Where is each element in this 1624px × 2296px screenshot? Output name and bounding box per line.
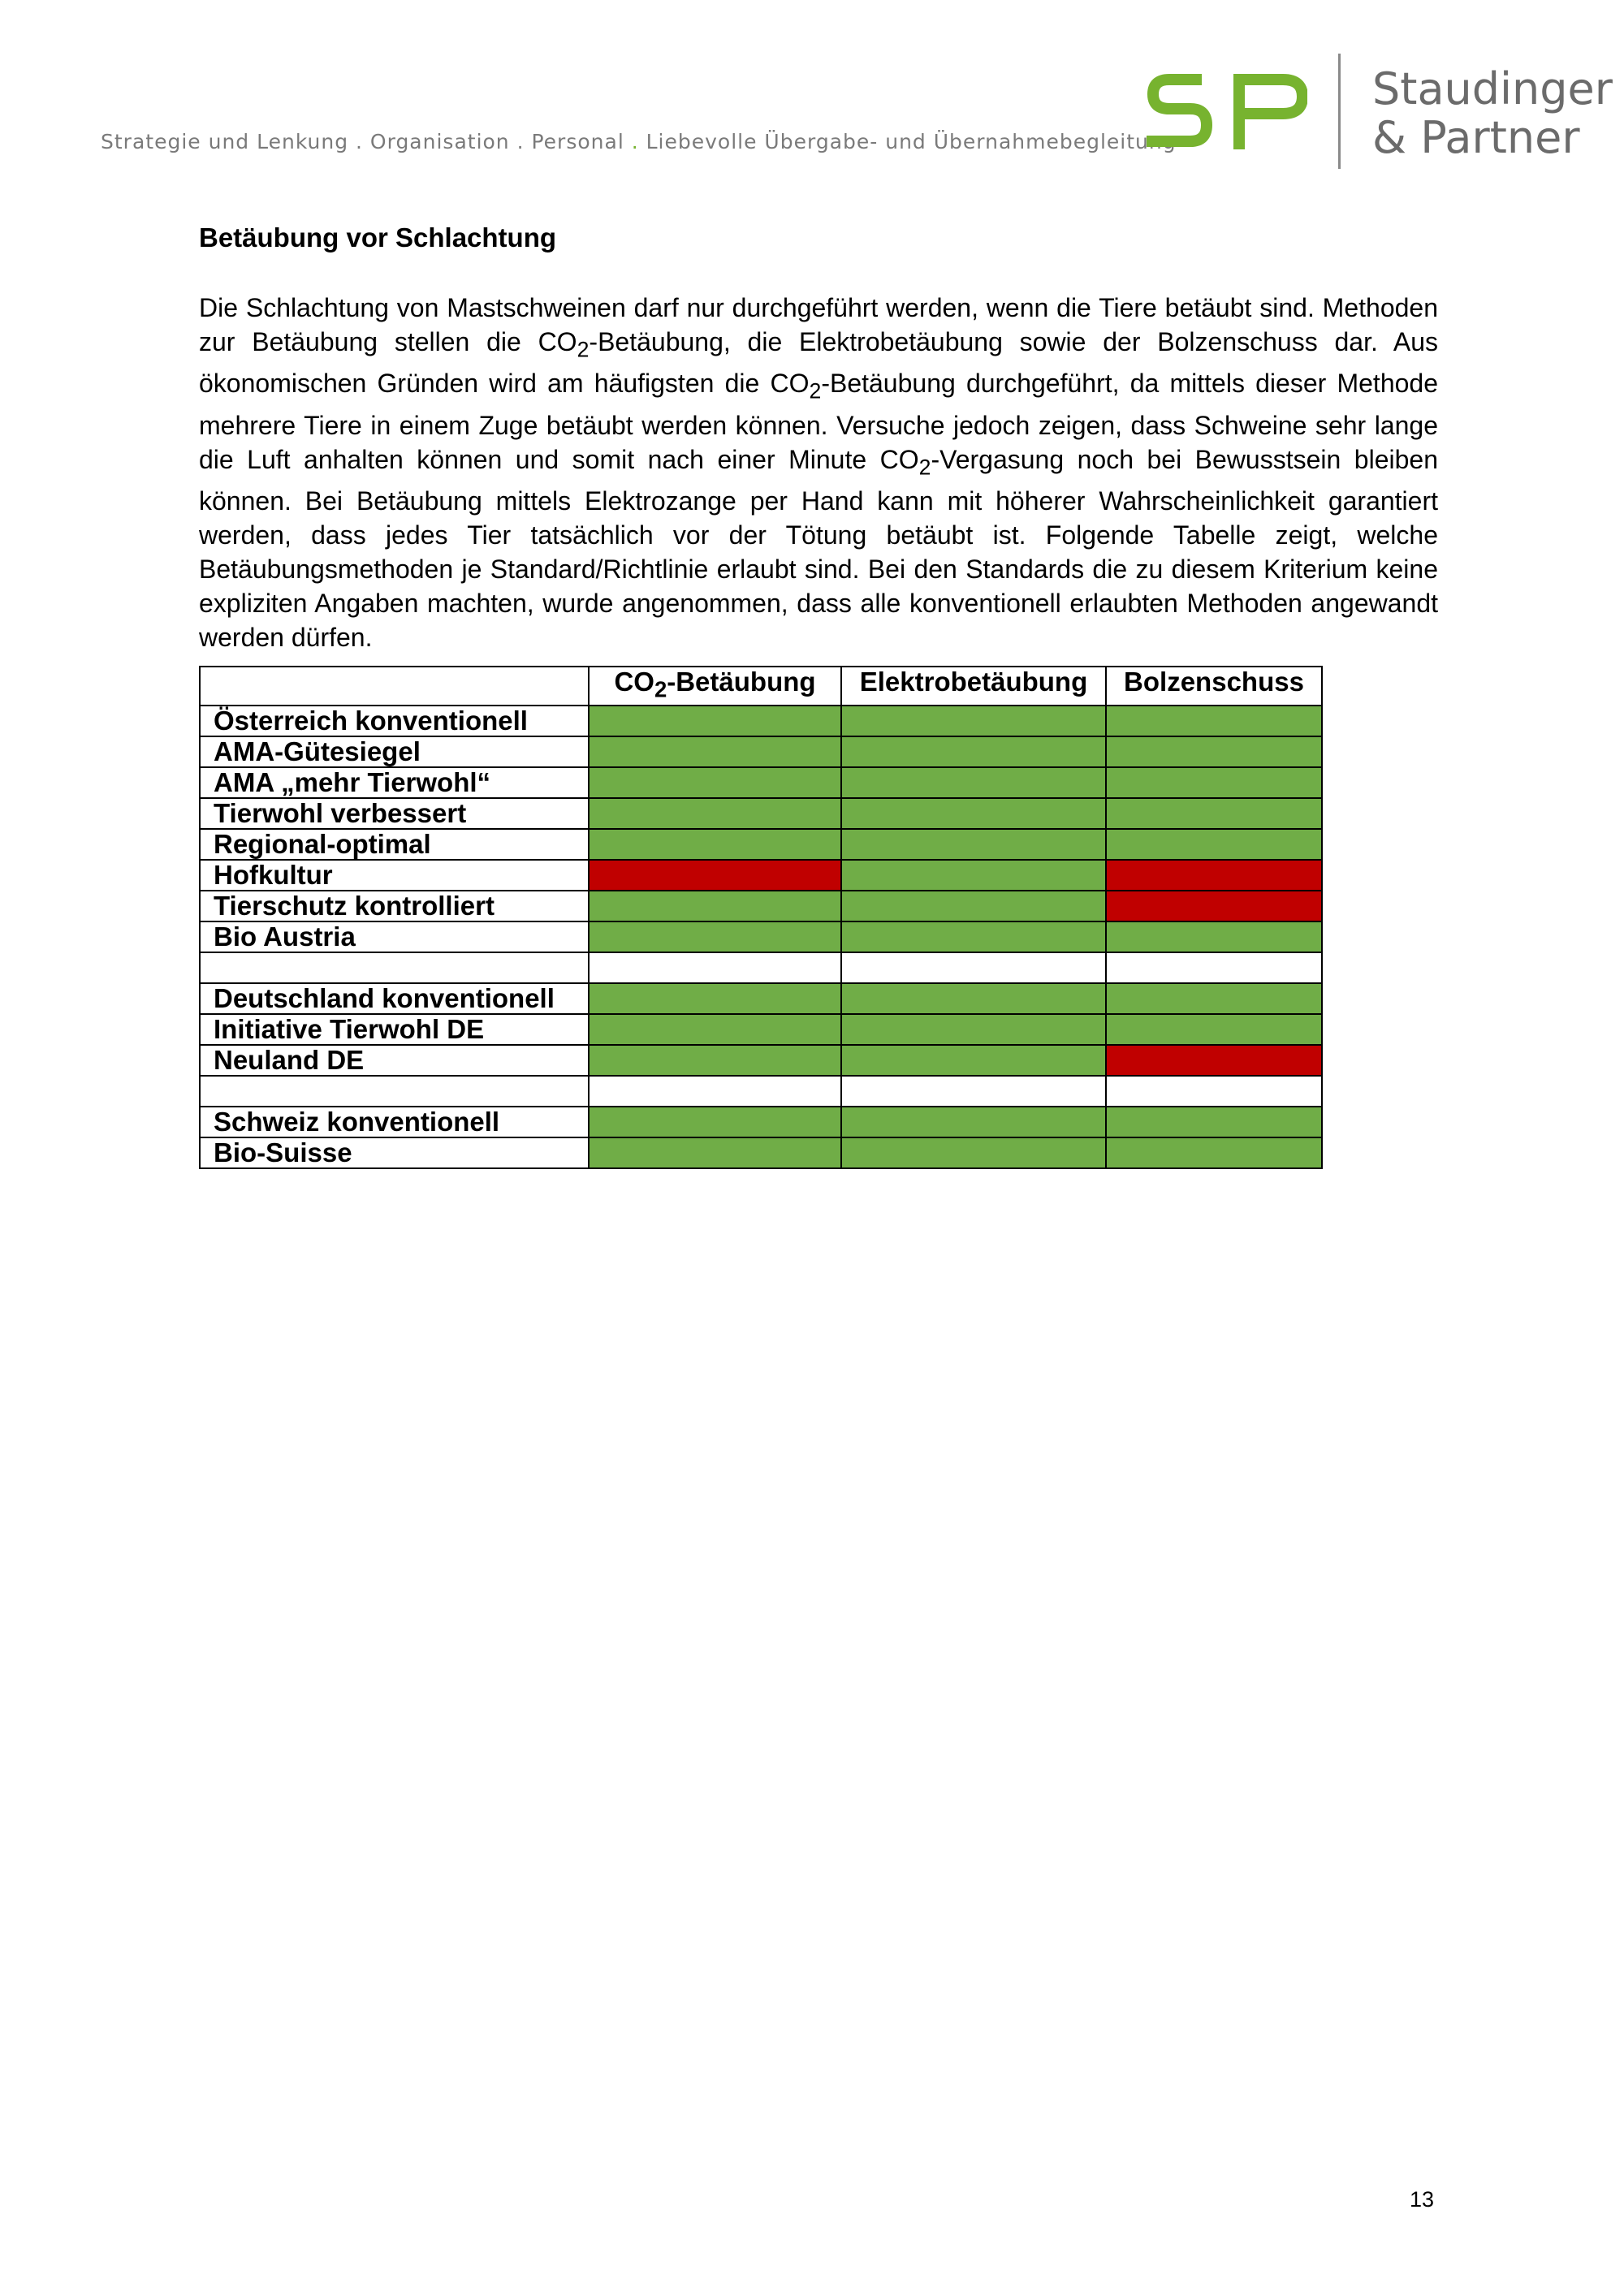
body-paragraph: [199, 291, 1438, 654]
row-label: Schweiz konventionell: [200, 1107, 589, 1137]
paragraph-part: -Betäubung, die Elektrobetäubung sowie der Bolzenschuss dar. Aus ökonomischen Gründen wird am häufigsten die CO: [199, 327, 1439, 399]
header-corner-cell: [200, 667, 589, 706]
status-cell-green: [1106, 736, 1322, 767]
paragraph-part: -Vergasung noch bei Bewusstsein bleiben können. Bei Betäubung mittels Elektrozange per Hand kann mit höherer Wahrscheinlichkeit garantiert werden, dass jedes Tier tatsächlich vor der Tötung betäubt ist. Folgende Tabelle zeigt, welche Betäubungsmethoden je Standard/Richtlinie erlaubt sind. Bei den Standards die zu diesem Kriterium keine expliziten Angaben machten, wurde angenommen, dass alle konventionell erlaubten Methoden angewandt werden dürfen.: [199, 444, 1439, 653]
status-cell-green: [841, 1014, 1106, 1045]
status-cell-green: [589, 1045, 841, 1076]
table-row: [200, 983, 1322, 1014]
table-row: [200, 767, 1322, 798]
status-cell-blank: [841, 1076, 1106, 1107]
status-cell-green: [841, 829, 1106, 860]
status-cell-blank: [589, 952, 841, 983]
tagline-part-3: Liebevolle Übergabe- und Übernahmebegleitung: [638, 130, 1177, 153]
table-row: [200, 1014, 1322, 1045]
status-cell-green: [1106, 767, 1322, 798]
status-cell-green: [841, 1045, 1106, 1076]
status-cell-green: [841, 921, 1106, 952]
table-row: [200, 921, 1322, 952]
table-row: [200, 1107, 1322, 1137]
status-cell-green: [589, 921, 841, 952]
row-label: [200, 1076, 589, 1107]
row-label: Bio Austria: [200, 921, 589, 952]
sp-logo-icon: [1145, 71, 1307, 149]
table-row: [200, 952, 1322, 983]
table-row: [200, 736, 1322, 767]
table-row: [200, 706, 1322, 736]
status-cell-green: [1106, 1014, 1322, 1045]
row-label: Tierschutz kontrolliert: [200, 891, 589, 921]
status-cell-green: [841, 1107, 1106, 1137]
row-label: AMA „mehr Tierwohl“: [200, 767, 589, 798]
row-label: Hofkultur: [200, 860, 589, 891]
status-cell-green: [589, 706, 841, 736]
column-header-co2: $CO_2$-Betäubung: [589, 667, 841, 706]
row-label: Initiative Tierwohl DE: [200, 1014, 589, 1045]
table-body: [200, 706, 1322, 1168]
logo-name: [1372, 65, 1613, 162]
paragraph-part: Die Schlachtung von Mastschweinen darf nur durchgeführt werden, wenn die Tiere betäubt sind. Methoden zur Betäubung stellen die CO: [199, 293, 1438, 356]
status-cell-red: [1106, 891, 1322, 921]
table-row: [200, 1045, 1322, 1076]
column-header-bolzen: Bolzenschuss: [1106, 667, 1322, 706]
table-row: [200, 829, 1322, 860]
row-label: Tierwohl verbessert: [200, 798, 589, 829]
row-label: Neuland DE: [200, 1045, 589, 1076]
status-cell-blank: [841, 952, 1106, 983]
table-header-row: [200, 667, 1322, 706]
status-cell-blank: [1106, 952, 1322, 983]
status-cell-red: [1106, 1045, 1322, 1076]
subscript-2: 2: [577, 337, 590, 362]
logo-name-line1: Staudinger: [1372, 63, 1613, 114]
status-cell-green: [841, 983, 1106, 1014]
status-cell-green: [589, 1107, 841, 1137]
status-cell-green: [589, 829, 841, 860]
status-cell-green: [1106, 1107, 1322, 1137]
row-label: Deutschland konventionell: [200, 983, 589, 1014]
row-label: [200, 952, 589, 983]
section-title: Betäubung vor Schlachtung: [199, 222, 557, 252]
row-label: Regional-optimal: [200, 829, 589, 860]
table-row: [200, 1076, 1322, 1107]
status-cell-green: [841, 736, 1106, 767]
stunning-methods-table: [199, 666, 1323, 1169]
status-cell-green: [589, 983, 841, 1014]
status-cell-green: [1106, 921, 1322, 952]
status-cell-green: [841, 706, 1106, 736]
subscript-2: 2: [918, 455, 931, 480]
table-row: [200, 1137, 1322, 1168]
tagline-part-1: Strategie und Lenkung . Organisation . Personal: [101, 130, 632, 153]
table-row: [200, 798, 1322, 829]
logo-name-line2: & Partner: [1372, 112, 1580, 163]
status-cell-green: [841, 860, 1106, 891]
status-cell-green: [1106, 829, 1322, 860]
status-cell-blank: [589, 1076, 841, 1107]
status-cell-green: [589, 891, 841, 921]
page-number: 13: [1410, 2187, 1435, 2212]
status-cell-red: [589, 860, 841, 891]
status-cell-red: [1106, 860, 1322, 891]
status-cell-blank: [1106, 1076, 1322, 1107]
table-row: [200, 891, 1322, 921]
status-cell-green: [589, 1014, 841, 1045]
tagline-green-dot: .: [631, 130, 639, 153]
status-cell-green: [589, 798, 841, 829]
status-cell-green: [841, 1137, 1106, 1168]
subscript-2: 2: [809, 378, 822, 404]
status-cell-green: [841, 767, 1106, 798]
column-header-elektro: Elektrobetäubung: [841, 667, 1106, 706]
status-cell-green: [841, 891, 1106, 921]
row-label: AMA-Gütesiegel: [200, 736, 589, 767]
paragraph-part: -Betäubung durchgeführt, da mittels dieser Methode mehrere Tiere in einem Zuge betäubt werden können. Versuche jedoch zeigen, dass Schweine sehr lange die Luft anhalten können und somit nach einer Minute CO: [199, 369, 1439, 474]
row-label: Österreich konventionell: [200, 706, 589, 736]
status-cell-green: [1106, 798, 1322, 829]
status-cell-green: [589, 1137, 841, 1168]
row-label: Bio-Suisse: [200, 1137, 589, 1168]
status-cell-green: [1106, 1137, 1322, 1168]
status-cell-green: [589, 767, 841, 798]
logo-divider: [1338, 54, 1341, 169]
status-cell-green: [1106, 983, 1322, 1014]
header-tagline: [101, 130, 1177, 153]
status-cell-green: [1106, 706, 1322, 736]
table-row: [200, 860, 1322, 891]
status-cell-green: [841, 798, 1106, 829]
status-cell-green: [589, 736, 841, 767]
